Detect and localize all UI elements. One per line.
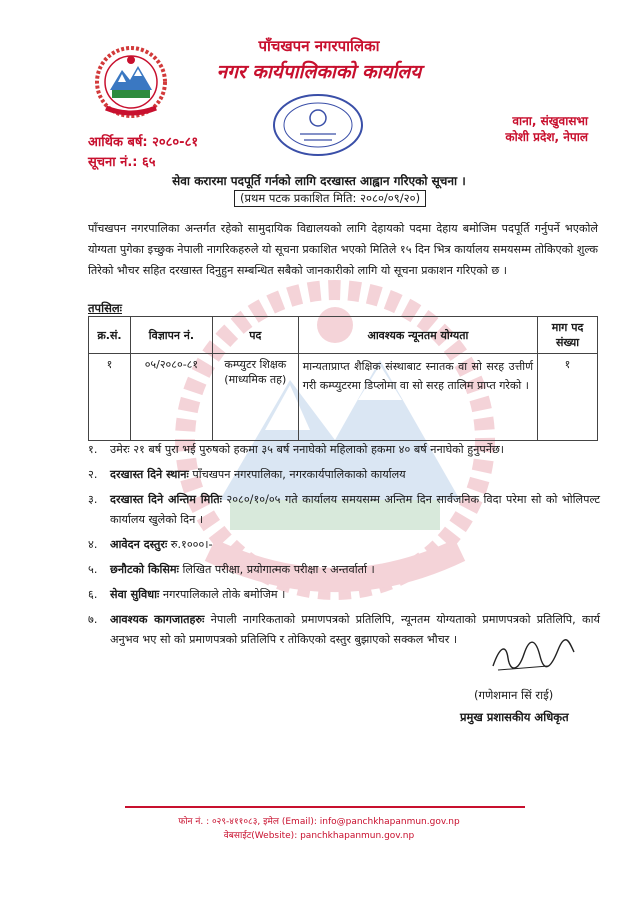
notice-number: सूचना नं.: ६५: [88, 155, 156, 170]
conditions-list: [88, 440, 600, 655]
list-item: [88, 560, 600, 580]
item-number: ६.: [88, 588, 98, 601]
list-item: [88, 585, 600, 605]
vacancy-table: [88, 316, 598, 441]
cell-ad-number: ०५/२०८०-८१: [130, 354, 212, 441]
office-location-line1: वाना, संखुवासभा: [512, 114, 588, 128]
item-text: नगरपालिकाले तोके बमोजिम ।: [162, 588, 286, 601]
item-text: नेपाली नागरिकताको प्रमाणपत्रको प्रतिलिपि, न्यूनतम योग्यताको प्रमाणपत्रको प्रतिलिपि, कार्य अनुभव भए सो को प्रमाणपत्रको प्रतिलिपि र तोकिएको दस्तुर बुझाएको सक्कल भौचर ।: [110, 613, 600, 646]
item-number: ५.: [88, 563, 98, 576]
list-item: [88, 535, 600, 555]
item-text: पाँचखपन नगरपालिका, नगरकार्यपालिकाको कार्यालय: [192, 468, 406, 481]
office-location-line2: कोशी प्रदेश, नेपाल: [505, 130, 588, 144]
signature-mark: [488, 636, 578, 676]
details-label: तपसिलः: [88, 301, 122, 315]
item-number: ७.: [88, 613, 98, 626]
item-text: लिखित परीक्षा, प्रयोगात्मक परीक्षा र अन्तर्वार्ता ।: [182, 563, 375, 576]
item-number: ३.: [88, 493, 98, 506]
cell-qualification: मान्यताप्राप्त शैक्षिक संस्थाबाट स्नातक वा सो सरह उत्तीर्ण गरी कम्प्युटरमा डिप्लोमा वा सो सरह तालिम प्राप्त गरेको ।: [298, 354, 537, 441]
column-header: पद: [212, 317, 298, 354]
notice-subject: सेवा करारमा पदपूर्ति गर्नको लागि दरखास्त आह्वान गरिएको सूचना ।: [172, 174, 466, 188]
footer-website: वेबसाईट(Website): panchkhapanmun.gov.np: [223, 831, 415, 841]
column-header: माग पद संख्या: [538, 317, 598, 354]
footer-divider: [125, 806, 525, 808]
list-item: [88, 490, 600, 530]
item-label: दरखास्त दिने स्थानः: [110, 468, 189, 481]
item-label: आवश्यक कागजातहरुः: [110, 613, 205, 626]
table-header-row: [89, 317, 598, 354]
item-number: १.: [88, 443, 98, 456]
list-item: [88, 440, 600, 460]
item-text: २०८०/१०/०५ गते कार्यालय समयसम्म अन्तिम दिन सार्वजनिक विदा परेमा सो को भोलिपल्ट कार्यालय खुलेको दिन ।: [110, 493, 601, 526]
item-label: छनौटको किसिमः: [110, 563, 179, 576]
office-name: नगर कार्यपालिकाको कार्यालय: [216, 61, 422, 83]
signatory-name: (गणेशमान सिं राई): [474, 688, 554, 702]
intro-paragraph: पाँचखपन नगरपालिका अन्तर्गत रहेको सामुदायिक विद्यालयको लागि देहायको पदमा देहाय बमोजिम पदपूर्ति गर्नुपर्ने भएकोले योग्यता पुगेका इच्छुक नेपाली नागरिकहरुले यो सूचना प्रकाशित भएको मितिले १५ दिन भित्र कार्यालय समयसम्म तोकिएको शुल्क तिरेको भौचर सहित दरखास्त दिनुहुन सम्बन्धित सबैको जानकारीको लागि यो सूचना प्रकाशन गरिएको छ ।: [88, 222, 598, 277]
cell-serial: १: [89, 354, 131, 441]
column-header: आवश्यक न्यूनतम योग्यता: [298, 317, 537, 354]
table-row: [89, 354, 598, 441]
list-item: [88, 465, 600, 485]
item-number: २.: [88, 468, 98, 481]
item-label: दरखास्त दिने अन्तिम मितिः: [110, 493, 222, 506]
item-number: ४.: [88, 538, 98, 551]
signatory-designation: प्रमुख प्रशासकीय अधिकृत: [460, 710, 569, 724]
footer-contact: फोन नं. : ०२९-४११०८३, इमेल (Email): info@panchkhapanmun.gov.np: [178, 817, 460, 827]
cell-post: कम्प्युटर शिक्षक (माध्यमिक तह): [212, 354, 298, 441]
item-text: उमेरः २१ बर्ष पुरा भई पुरुषको हकमा ३५ बर्ष ननाघेको महिलाको हकमा ४० बर्ष ननाघेको हुनुपर्नेछ।: [110, 443, 505, 456]
column-header: क्र.सं.: [89, 317, 131, 354]
item-label: आवेदन दस्तुरः: [110, 538, 168, 551]
fiscal-year: आर्थिक बर्ष: २०८०-८१: [88, 135, 199, 150]
municipality-name: पाँचखपन नगरपालिका: [258, 37, 380, 55]
office-stamp: [270, 90, 366, 160]
published-date: (प्रथम पटक प्रकाशित मिति: २०८०/०९/२०): [234, 190, 426, 207]
item-text: रु.१०००।-: [170, 538, 213, 551]
cell-count: १: [538, 354, 598, 441]
column-header: विज्ञापन नं.: [130, 317, 212, 354]
item-label: सेवा सुविधाः: [110, 588, 160, 601]
